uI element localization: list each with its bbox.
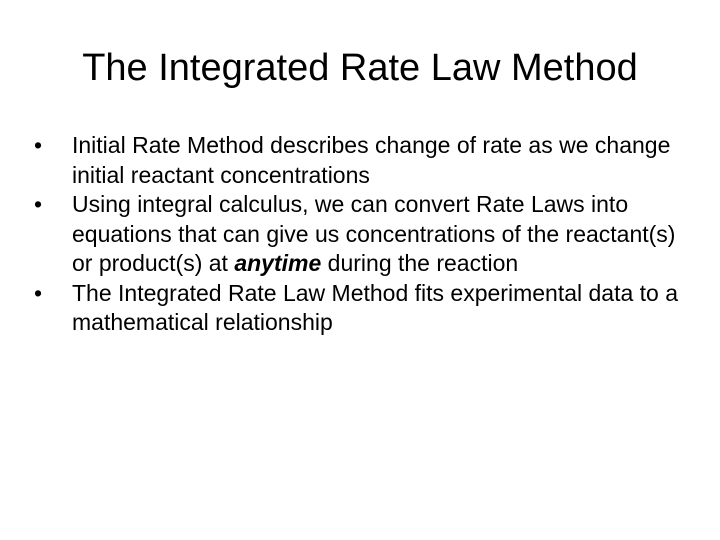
bullet-icon: • xyxy=(34,191,43,217)
bullet-icon: • xyxy=(34,279,43,306)
bullet-text-after: during the reaction xyxy=(321,250,519,276)
bullet-icon: • xyxy=(34,132,43,158)
bullet-text: The Integrated Rate Law Method fits experimental data to a mathematical relationship xyxy=(72,279,679,335)
bullet-item-integral-calculus xyxy=(34,190,694,279)
bullet-item-integrated-method xyxy=(34,279,694,338)
bullet-item-initial-rate xyxy=(34,131,694,190)
bullet-text: Initial Rate Method describes change of rate as we change initial reactant concentrations xyxy=(72,132,671,188)
slide-title: The Integrated Rate Law Method xyxy=(82,47,638,89)
bullet-text-before: Using integral calculus, we can convert Rate Laws into equations that can give us concentrations of the reactant(s) or product(s) at xyxy=(72,191,676,276)
bullet-list xyxy=(34,131,694,338)
bullet-emphasis: anytime xyxy=(234,250,322,276)
